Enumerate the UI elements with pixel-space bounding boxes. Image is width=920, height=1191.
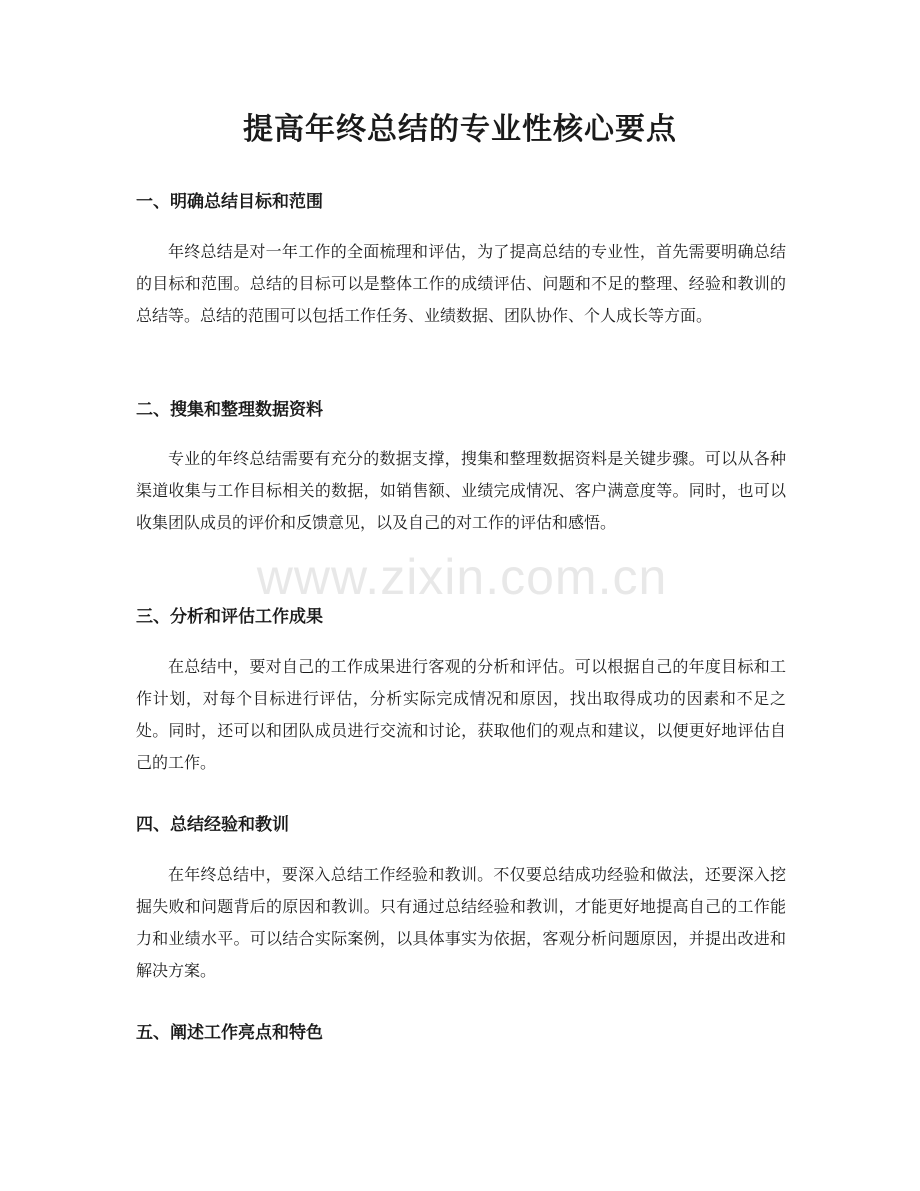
watermark: www.zixin.com.cn xyxy=(256,549,668,605)
section-paragraph-1: 年终总结是对一年工作的全面梳理和评估，为了提高总结的专业性，首先需要明确总结的目标和范围。总结的目标可以是整体工作的成绩评估、问题和不足的整理、经验和教训的总结等。总结的范围可以包括工作任务、业绩数据、团队协作、个人成长等方面。 xyxy=(136,242,786,325)
section-paragraph-2: 专业的年终总结需要有充分的数据支撑，搜集和整理数据资料是关键步骤。可以从各种渠道收集与工作目标相关的数据，如销售额、业绩完成情况、客户满意度等。同时，也可以收集团队成员的评价和反馈意见，以及自己的对工作的评估和感悟。 xyxy=(136,449,786,532)
section-paragraph-3: 在总结中，要对自己的工作成果进行客观的分析和评估。可以根据自己的年度目标和工作计划，对每个目标进行评估，分析实际完成情况和原因，找出取得成功的因素和不足之处。同时，还可以和团队成员进行交流和讨论，获取他们的观点和建议，以便更好地评估自己的工作。 xyxy=(136,657,786,772)
page-title: 提高年终总结的专业性核心要点 xyxy=(243,112,677,147)
section-heading-4: 四、总结经验和教训 xyxy=(136,815,289,835)
section-heading-3: 三、分析和评估工作成果 xyxy=(136,607,323,627)
section-paragraph-4: 在年终总结中，要深入总结工作经验和教训。不仅要总结成功经验和做法，还要深入挖掘失败和问题背后的原因和教训。只有通过总结经验和教训，才能更好地提高自己的工作能力和业绩水平。可以结合实际案例，以具体事实为依据，客观分析问题原因，并提出改进和解决方案。 xyxy=(136,865,786,980)
section-heading-1: 一、明确总结目标和范围 xyxy=(136,192,323,212)
section-heading-2: 二、搜集和整理数据资料 xyxy=(136,400,323,420)
section-heading-5: 五、阐述工作亮点和特色 xyxy=(136,1023,323,1043)
